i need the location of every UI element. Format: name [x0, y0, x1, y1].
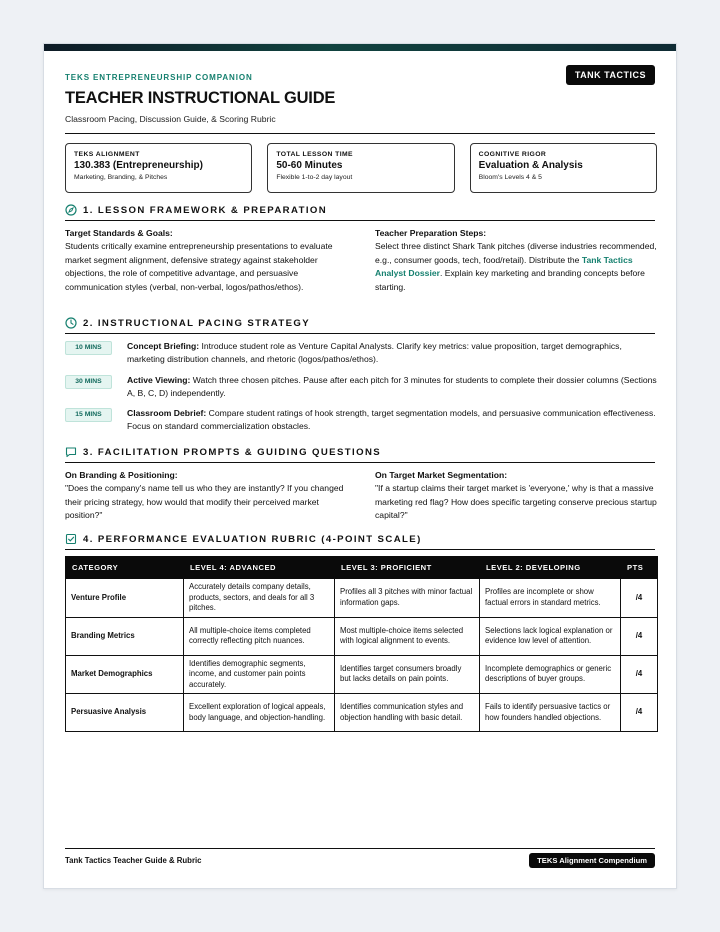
- pacing-item: [65, 374, 657, 401]
- pacing-description: Compare student ratings of hook strength, target segmentation models, and persuasive communication effectiveness. Focus on standard commercialization obstacles.: [127, 408, 656, 432]
- card-value: 130.383 (Entrepreneurship): [74, 160, 203, 171]
- dossier-link[interactable]: Tank Tactics Analyst Dossier: [375, 254, 633, 279]
- card-sub: Flexible 1-to-2 day layout: [276, 174, 353, 181]
- points-cell: /4: [621, 694, 658, 732]
- category-cell: Market Demographics: [66, 655, 184, 694]
- pacing-description: Watch three chosen pitches. Pause after each pitch for 3 minutes for students to complete their dossier columns (Sections A, B, C, D) independently.: [127, 375, 657, 399]
- points-cell: /4: [621, 579, 658, 618]
- card-key: TEKS ALIGNMENT: [74, 151, 140, 158]
- section-title: 2. INSTRUCTIONAL PACING STRATEGY: [83, 317, 311, 329]
- points-cell: /4: [621, 655, 658, 694]
- chat-bubble-icon: [65, 446, 77, 458]
- section-heading: [65, 533, 655, 550]
- prompts-columns: [65, 469, 657, 523]
- table-cell: Identifies demographic segments, income, and customer pain points accurately.: [184, 655, 335, 694]
- pacing-item: [65, 340, 657, 367]
- table-cell: Incomplete demographics or generic descriptions of buyer groups.: [480, 655, 621, 694]
- section-heading: [65, 317, 655, 334]
- summary-card: [65, 143, 252, 193]
- pacing-text: [127, 407, 657, 434]
- section-title: 1. LESSON FRAMEWORK & PREPARATION: [83, 204, 328, 216]
- column-body: Students critically examine entrepreneurship presentations to evaluate market segment alignment, defensive strategy against stakeholder objections, the role of competitive advantage, and persuasive communication styles (verbal, non-verbal, logos/pathos/ethos).: [65, 241, 333, 292]
- pacing-item: [65, 407, 657, 434]
- table-cell: Fails to identify persuasive tactics or how founders handled objections.: [480, 694, 621, 732]
- card-sub: Marketing, Branding, & Pitches: [74, 174, 168, 181]
- duration-badge: 15 MINS: [65, 408, 112, 422]
- branding-prompt: [65, 469, 347, 523]
- body-text: . Explain key marketing and branding concepts before starting.: [375, 268, 645, 292]
- pacing-text: [127, 374, 657, 401]
- compass-icon: [65, 204, 77, 216]
- footer-badge: TEKS Alignment Compendium: [529, 853, 655, 868]
- top-accent-bar: [44, 44, 676, 51]
- column-heading: On Target Market Segmentation:: [375, 470, 508, 480]
- column-body: "Does the company's name tell us who they are instantly? If you changed their pricing strategy, how would that modify their perceived market position?": [65, 483, 344, 521]
- table-header-row: [66, 557, 658, 579]
- pacing-description: Introduce student role as Venture Capital Analysts. Clarify key metrics: value proposition, target demographics, marketing distribution channels, and rhetoric (logos/pathos/ethos).: [127, 341, 622, 365]
- table-row: [66, 579, 658, 618]
- table-cell: Profiles are incomplete or show factual errors in standard metrics.: [480, 579, 621, 618]
- standards-column: [65, 227, 347, 294]
- preparation-column: [375, 227, 657, 294]
- table-cell: Identifies communication styles and objection handling with basic detail.: [335, 694, 480, 732]
- pacing-label: Classroom Debrief:: [127, 408, 207, 418]
- column-body: [375, 240, 657, 294]
- column-heading: On Branding & Positioning:: [65, 470, 178, 480]
- footer-title: Tank Tactics Teacher Guide & Rubric: [65, 856, 202, 865]
- category-cell: Branding Metrics: [66, 617, 184, 655]
- rubric-table: [65, 556, 658, 732]
- points-cell: /4: [621, 617, 658, 655]
- column-heading: Target Standards & Goals:: [65, 228, 173, 238]
- section-title: 3. FACILITATION PROMPTS & GUIDING QUESTIONS: [83, 446, 382, 458]
- summary-card: [470, 143, 657, 193]
- column-heading: Teacher Preparation Steps:: [375, 228, 487, 238]
- column-header: PTS: [621, 557, 658, 579]
- summary-card: [267, 143, 454, 193]
- table-cell: Profiles all 3 pitches with minor factual information gaps.: [335, 579, 480, 618]
- column-body: "If a startup claims their target market is 'everyone,' why is that a massive marketing red flag? How does specific targeting conserve precious startup capital?": [375, 483, 657, 521]
- duration-badge: 30 MINS: [65, 375, 112, 389]
- header-divider: [65, 133, 655, 134]
- footer-divider: [65, 848, 655, 849]
- table-cell: Identifies target consumers broadly but lacks details on pain points.: [335, 655, 480, 694]
- framework-columns: [65, 227, 657, 294]
- table-row: [66, 694, 658, 732]
- section-heading: [65, 446, 655, 463]
- pacing-label: Concept Briefing:: [127, 341, 200, 351]
- category-cell: Persuasive Analysis: [66, 694, 184, 732]
- page-subtitle: Classroom Pacing, Discussion Guide, & Scoring Rubric: [65, 114, 276, 124]
- table-cell: Most multiple-choice items selected with logical alignment to events.: [335, 617, 480, 655]
- duration-badge: 10 MINS: [65, 341, 112, 355]
- column-header: LEVEL 4: ADVANCED: [184, 557, 335, 579]
- card-key: COGNITIVE RIGOR: [478, 151, 547, 158]
- table-cell: Accurately details company details, products, sectors, and deals for all 3 pitches.: [184, 579, 335, 618]
- card-sub: Bloom's Levels 4 & 5: [478, 174, 542, 181]
- table-row: [66, 617, 658, 655]
- table-cell: Excellent exploration of logical appeals, body language, and objection-handling.: [184, 694, 335, 732]
- document-page: [43, 43, 677, 889]
- pacing-label: Active Viewing:: [127, 375, 191, 385]
- page-title: TEACHER INSTRUCTIONAL GUIDE: [65, 89, 336, 107]
- card-value: 50-60 Minutes: [276, 160, 343, 171]
- table-cell: Selections lack logical explanation or evidence low level of attention.: [480, 617, 621, 655]
- summary-cards: [65, 143, 657, 193]
- card-key: TOTAL LESSON TIME: [276, 151, 353, 158]
- table-cell: All multiple-choice items completed correctly reflecting pitch nuances.: [184, 617, 335, 655]
- pacing-text: [127, 340, 657, 367]
- checkbox-icon: [65, 533, 77, 545]
- segmentation-prompt: [375, 469, 657, 523]
- column-header: LEVEL 3: PROFICIENT: [335, 557, 480, 579]
- table-row: [66, 655, 658, 694]
- section-heading: [65, 204, 655, 221]
- eyebrow-label: TEKS ENTREPRENEURSHIP COMPANION: [65, 73, 253, 82]
- section-title: 4. PERFORMANCE EVALUATION RUBRIC (4-POINT SCALE): [83, 533, 422, 545]
- body-text: Select three distinct Shark Tank pitches (diverse industries recommended, e.g., consumer goods, tech, food/retail). Distribute the: [375, 241, 657, 265]
- brand-badge: TANK TACTICS: [566, 65, 655, 85]
- column-header: LEVEL 2: DEVELOPING: [480, 557, 621, 579]
- clock-icon: [65, 317, 77, 329]
- card-value: Evaluation & Analysis: [478, 160, 583, 171]
- category-cell: Venture Profile: [66, 579, 184, 618]
- column-header: CATEGORY: [66, 557, 184, 579]
